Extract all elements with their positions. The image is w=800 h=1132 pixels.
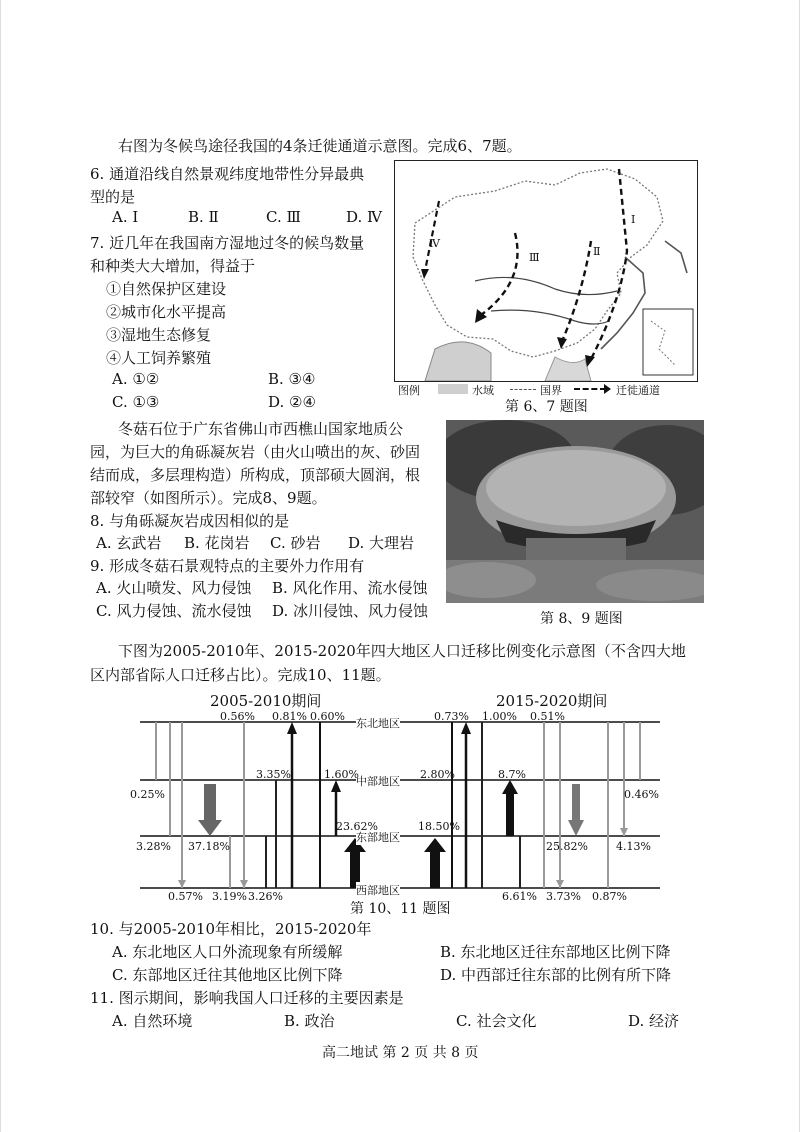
route-label-iii: Ⅲ: [529, 251, 540, 264]
region-central: 中部地区: [356, 775, 400, 788]
right-label-25-82: 25.82%: [546, 840, 588, 853]
page-footer: 高二地试 第 2 页 共 8 页: [322, 1045, 479, 1061]
mushroom-rock-photo: [446, 420, 704, 603]
question-7-option-b[interactable]: B. ③④: [268, 370, 316, 388]
legend-border-line: [510, 389, 536, 390]
question-6-option-a[interactable]: A. Ⅰ: [112, 208, 139, 226]
question-10-option-b[interactable]: B. 东北地区迁往东部地区比例下降: [440, 943, 671, 961]
left-label-0-56: 0.56%: [220, 710, 255, 723]
photo-caption: 第 8、9 题图: [540, 611, 623, 627]
question-6-stem-line2: 型的是: [90, 188, 136, 206]
right-label-3-73: 3.73%: [546, 890, 581, 903]
intro-10-11-line2: 区内部省际人口迁移占比）。完成10、11题。: [90, 666, 391, 684]
map-legend-title: 图例: [398, 384, 420, 397]
question-7-item-1: ①自然保护区建设: [106, 280, 227, 298]
question-9-stem: 9. 形成冬菇石景观特点的主要外力作用有: [90, 557, 365, 575]
question-7-item-3: ③湿地生态修复: [106, 326, 212, 344]
question-9-option-b[interactable]: B. 风化作用、流水侵蚀: [272, 579, 428, 597]
mushroom-rock-drawing: [446, 420, 704, 603]
right-label-0-51: 0.51%: [530, 710, 565, 723]
question-6-stem-line1: 6. 通道沿线自然景观纬度地带性分异最典: [90, 165, 365, 183]
legend-route-arrow-icon: [604, 384, 611, 394]
question-11-option-d[interactable]: D. 经济: [628, 1012, 680, 1030]
question-6-option-c[interactable]: C. Ⅲ: [266, 208, 301, 226]
left-label-0-25: 0.25%: [130, 788, 165, 801]
question-6-option-b[interactable]: B. Ⅱ: [188, 208, 219, 226]
route-label-ii: Ⅱ: [593, 245, 601, 258]
left-label-37-18: 37.18%: [188, 840, 230, 853]
question-7-stem-line2: 和种类大大增加，得益于: [90, 257, 256, 275]
question-7-option-c[interactable]: C. ①③: [112, 393, 160, 411]
chart-right-title: 2015-2020期间: [496, 692, 608, 710]
right-label-0-73: 0.73%: [434, 710, 469, 723]
question-11-option-a[interactable]: A. 自然环境: [112, 1012, 193, 1030]
question-8-option-d[interactable]: D. 大理岩: [348, 534, 415, 552]
region-northeast: 东北地区: [356, 717, 400, 730]
legend-water-label: 水域: [472, 384, 494, 397]
question-10-option-a[interactable]: A. 东北地区人口外流现象有所缓解: [112, 943, 343, 961]
left-label-3-19: 3.19%: [212, 890, 247, 903]
right-label-6-61: 6.61%: [502, 890, 537, 903]
right-label-0-46: 0.46%: [624, 788, 659, 801]
intro-8-9-line1: 冬菇石位于广东省佛山市西樵山国家地质公: [118, 420, 404, 438]
region-west: 西部地区: [356, 884, 400, 897]
region-east: 东部地区: [356, 831, 400, 844]
map-caption: 第 6、7 题图: [505, 399, 588, 415]
question-11-option-b[interactable]: B. 政治: [284, 1012, 335, 1030]
question-8-stem: 8. 与角砾凝灰岩成因相似的是: [90, 512, 290, 530]
question-10-option-d[interactable]: D. 中西部迁往东部的比例有所下降: [440, 966, 672, 984]
right-label-1-00: 1.00%: [482, 710, 517, 723]
question-7-stem-line1: 7. 近几年在我国南方湿地过冬的候鸟数量: [90, 234, 365, 252]
migration-route-map: [394, 160, 698, 382]
question-9-option-a[interactable]: A. 火山喷发、风力侵蚀: [96, 579, 252, 597]
route-label-iv: Ⅳ: [429, 237, 440, 250]
map-drawing: [395, 161, 697, 381]
intro-8-9-line3: 结而成，多层理构造）所构成，顶部硕大圆润，根: [90, 466, 421, 484]
question-7-option-d[interactable]: D. ②④: [268, 393, 316, 411]
left-label-23-62: 23.62%: [336, 820, 378, 833]
left-label-0-60: 0.60%: [310, 710, 345, 723]
left-label-0-81: 0.81%: [272, 710, 307, 723]
route-label-i: Ⅰ: [631, 213, 636, 226]
legend-route-line: [574, 388, 606, 390]
question-8-option-b[interactable]: B. 花岗岩: [184, 534, 250, 552]
intro-8-9-line2: 园，为巨大的角砾凝灰岩（由火山喷出的灰、砂固: [90, 443, 421, 461]
intro-10-11-line1: 下图为2005-2010年、2015-2020年四大地区人口迁移比例变化示意图（不含四大地: [118, 642, 686, 660]
chart-left-title: 2005-2010期间: [210, 692, 322, 710]
question-6-option-d[interactable]: D. Ⅳ: [346, 208, 383, 226]
question-7-option-a[interactable]: A. ①②: [112, 370, 160, 388]
legend-water-swatch: [438, 384, 468, 394]
question-9-option-d[interactable]: D. 冰川侵蚀、风力侵蚀: [272, 602, 429, 620]
intro-questions-6-7: 右图为冬候鸟途径我国的4条迁徙通道示意图。完成6、7题。: [118, 137, 522, 155]
left-label-0-57: 0.57%: [168, 890, 203, 903]
migration-chart: [120, 690, 680, 903]
right-label-8-7: 8.7%: [498, 768, 526, 781]
question-10-option-c[interactable]: C. 东部地区迁往其他地区比例下降: [112, 966, 343, 984]
left-label-1-60: 1.60%: [324, 768, 359, 781]
question-8-option-a[interactable]: A. 玄武岩: [96, 534, 162, 552]
question-10-stem: 10. 与2005-2010年相比，2015-2020年: [90, 920, 372, 938]
right-label-2-80: 2.80%: [420, 768, 455, 781]
left-label-3-26: 3.26%: [248, 890, 283, 903]
legend-route-label: 迁徙通道: [616, 384, 660, 397]
question-8-option-c[interactable]: C. 砂岩: [270, 534, 321, 552]
right-label-18-50: 18.50%: [418, 820, 460, 833]
left-label-3-35: 3.35%: [256, 768, 291, 781]
question-11-stem: 11. 图示期间，影响我国人口迁移的主要因素是: [90, 989, 404, 1007]
chart-caption: 第 10、11 题图: [350, 901, 451, 917]
intro-8-9-line4: 部较窄（如图所示）。完成8、9题。: [90, 489, 327, 507]
chart-drawing: [120, 690, 680, 898]
legend-border-label: 国界: [540, 384, 562, 397]
question-9-option-c[interactable]: C. 风力侵蚀、流水侵蚀: [96, 602, 252, 620]
question-7-item-4: ④人工饲养繁殖: [106, 349, 212, 367]
right-label-4-13: 4.13%: [616, 840, 651, 853]
right-label-0-87: 0.87%: [592, 890, 627, 903]
question-11-option-c[interactable]: C. 社会文化: [456, 1012, 537, 1030]
left-label-3-28: 3.28%: [136, 840, 171, 853]
question-7-item-2: ②城市化水平提高: [106, 303, 227, 321]
